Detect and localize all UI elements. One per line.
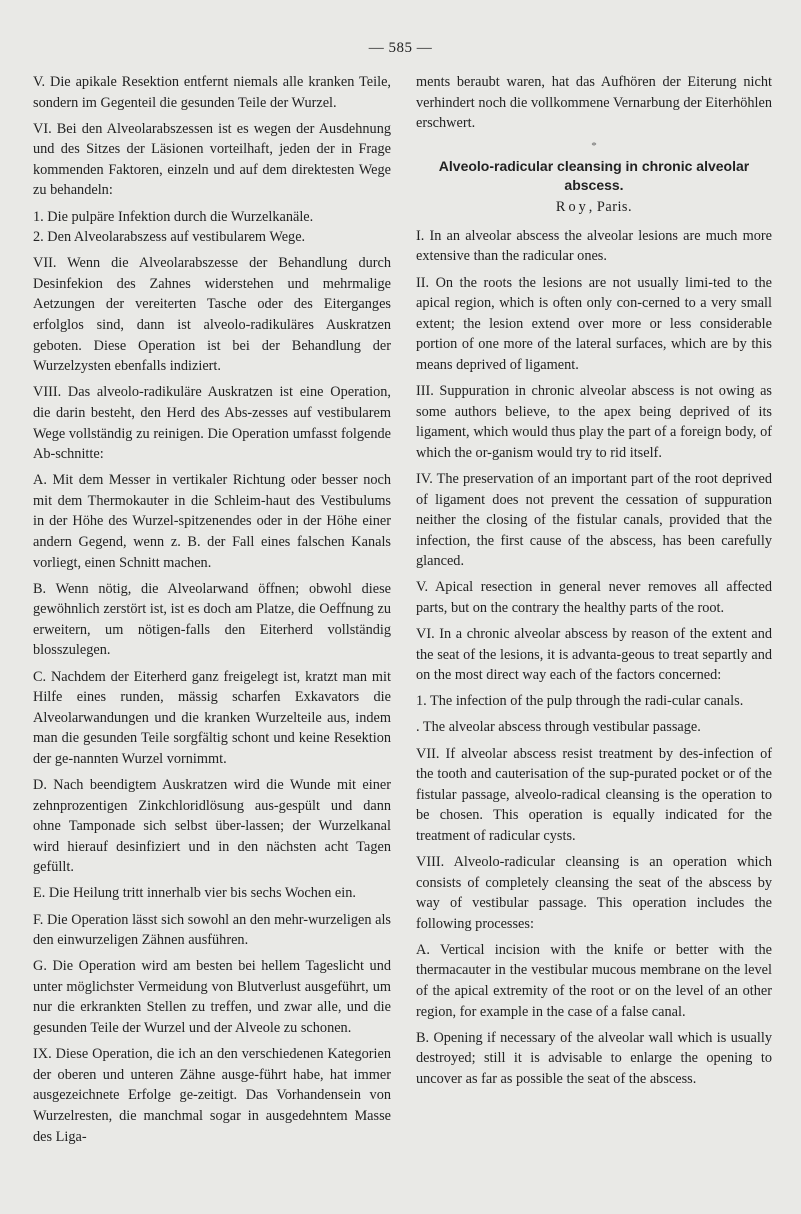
- paragraph: VII. Wenn die Alveolarabszesse der Behandlung durch Desinfekion des Zahnes widerstehen und mehrmalige Aetzungen der vereiterten Tasche oder des Eiterganges erfolglos sind, dann ist alveolo-radikuläres Auskratzen geboten. Diese Operation ist bei der Behandlung der Wurzelzysten ebenfalls indiziert.: [33, 255, 391, 375]
- paragraph: 2. Den Alveolarabszess auf vestibularem Wege.: [33, 229, 306, 246]
- paragraph: 1. The infection of the pulp through the radi-cular canals.: [416, 693, 744, 710]
- paragraph: VII. If alveolar abscess resist treatment by des-infection of the tooth and cauterisation of the sup-purated pocket or of the fistular passage, alveolo-radical cleansing is the operation to be chosen. This operation is equally indicated for the treatment of radicular cysts.: [416, 745, 772, 844]
- author-place: , Paris.: [588, 199, 633, 216]
- paragraph: 1. Die pulpäre Infektion durch die Wurzelkanäle.: [33, 208, 314, 225]
- paragraph: . The alveolar abscess through vestibular passage.: [416, 719, 701, 736]
- section-separator: *: [591, 140, 597, 153]
- paragraph: A. Vertical incision with the knife or better with the thermacauter in the vestibular mucous membrane on the level of the apical extremity of the root or on the level of an other region, for example in the case of a false canal.: [416, 941, 772, 1020]
- article-heading: Alveolo-radicular cleansing in chronic alveolar abscess.: [438, 158, 750, 194]
- paragraph: E. Die Heilung tritt innerhalb vier bis sechs Wochen ein.: [33, 885, 356, 902]
- paragraph: II. On the roots the lesions are not usually limi-ted to the apical region, which is often only con-cerned to a very small extent; the lesion extend over more or less considerable portion of one more of the lateral surfaces, which are by this means deprived of ligament.: [416, 274, 772, 373]
- paragraph: B. Opening if necessary of the alveolar wall which is usually destroyed; still it is advisable to enlarge the opening to uncover as far as possible the seat of the abscess.: [416, 1029, 772, 1087]
- paragraph: A. Mit dem Messer in vertikaler Richtung oder besser noch mit dem Thermokauter in die Schleim-haut des Vestibulums in der Höhe des Wurzel-spitzenendes oder in der Höhe einer andern Gegend, wenn z. B. der Fall eines falschen Kanals vorliegt, einen Schnitt machen.: [33, 472, 391, 571]
- paragraph: VIII. Das alveolo-radikuläre Auskratzen ist eine Operation, die darin besteht, den Herd des Abs-zesses auf vestibularem Wege vollständig zu reinigen. Die Operation umfasst folgende Ab-schnitte:: [33, 384, 391, 463]
- paragraph: V. Die apikale Resektion entfernt niemals alle kranken Teile, sondern im Gegenteil die gesunden Teile der Wurzel.: [33, 74, 391, 111]
- paragraph: IV. The preservation of an important part of the root deprived of ligament does not prevent the cessation of suppuration neither the closing of the fistular canals, provided that the infection, the first cause of the abscess, has been carefully glanced.: [416, 470, 772, 570]
- left-column: [33, 72, 391, 1153]
- right-column: [416, 72, 772, 1095]
- paragraph: VIII. Alveolo-radicular cleansing is an operation which consists of completely cleansing the seat of the abscess by way of vestibular passage. This operation includes the following processes:: [416, 854, 772, 932]
- page-number: — 585 —: [368, 40, 433, 56]
- paragraph: G. Die Operation wird am besten bei hellem Tageslicht und unter möglichster Vermeidung von Blutverlust ausgeführt, um nur die erkrankten Stellen zu treffen, und zwar alle, und die gesunden Teile der Wurzel und der Alveole zu schonen.: [33, 958, 391, 1037]
- paragraph: C. Nachdem der Eiterherd ganz freigelegt ist, kratzt man mit Hilfe eines runden, mässig scharfen Exkavators die Alveolarwandungen und die kranken Wurzelteile aus, indem man die gesunden Teile sorgfältig schont und keine Resektion der ge-nannten Wurzel vornimmt.: [33, 668, 391, 767]
- paragraph: D. Nach beendigtem Auskratzen wird die Wunde mit einer zehnprozentigen Zinkchloridlösung aus-gespült und dann ohne Tamponade sich selbst über-lassen; der Wurzelkanal wird hierauf desinfiziert und in den nächsten acht Tagen gefüllt.: [33, 777, 391, 876]
- paragraph: VI. Bei den Alveolarabszessen ist es wegen der Ausdehnung und des Sitzes der Läsionen vorteilhaft, jeden der in Frage kommenden Faktoren, einzeln und auf dem direktesten Wege zu behandeln:: [33, 120, 391, 199]
- paragraph: B. Wenn nötig, die Alveolarwand öffnen; obwohl diese gewöhnlich zerstört ist, ist es doch am Platze, die Oeffnung zu erweitern, um nötigen-falls den Eiterherd vollständig blosszulegen.: [33, 580, 391, 659]
- paragraph: ments beraubt waren, hat das Aufhören der Eiterung nicht verhindert noch die vollkommene Vernarbung der Eiterhöhlen erschwert.: [416, 74, 772, 132]
- paragraph: V. Apical resection in general never removes all affected parts, but on the contrary the healthy parts of the root.: [416, 579, 772, 616]
- paragraph: III. Suppuration in chronic alveolar abscess is not owing as some authors believe, to the apex being deprived of its ligament, which would thus play the part of a foreign body, of which the or-ganism would try to rid itself.: [416, 383, 772, 461]
- paragraph: IX. Diese Operation, die ich an den verschiedenen Kategorien der oberen und unteren Zähne ausge-führt habe, hat immer ausgezeichnete Erfolge ge-zeitigt. Das Vorhandensein von Wurzelresten, die manchmal sogar in ausgedehntem Masse des Liga-: [33, 1046, 391, 1145]
- author-line: [416, 197, 772, 218]
- author-name: Roy: [555, 199, 589, 216]
- paragraph: VI. In a chronic alveolar abscess by reason of the extent and the seat of the lesions, it is advanta-geous to treat separtly and on the most direct way each of the factors concerned:: [416, 626, 772, 684]
- paragraph: F. Die Operation lässt sich sowohl an den mehr-wurzeligen als den einwurzeligen Zähnen ausführen.: [33, 911, 391, 949]
- paragraph: I. In an alveolar abscess the alveolar lesions are much more extensive than the radicular ones.: [416, 227, 772, 265]
